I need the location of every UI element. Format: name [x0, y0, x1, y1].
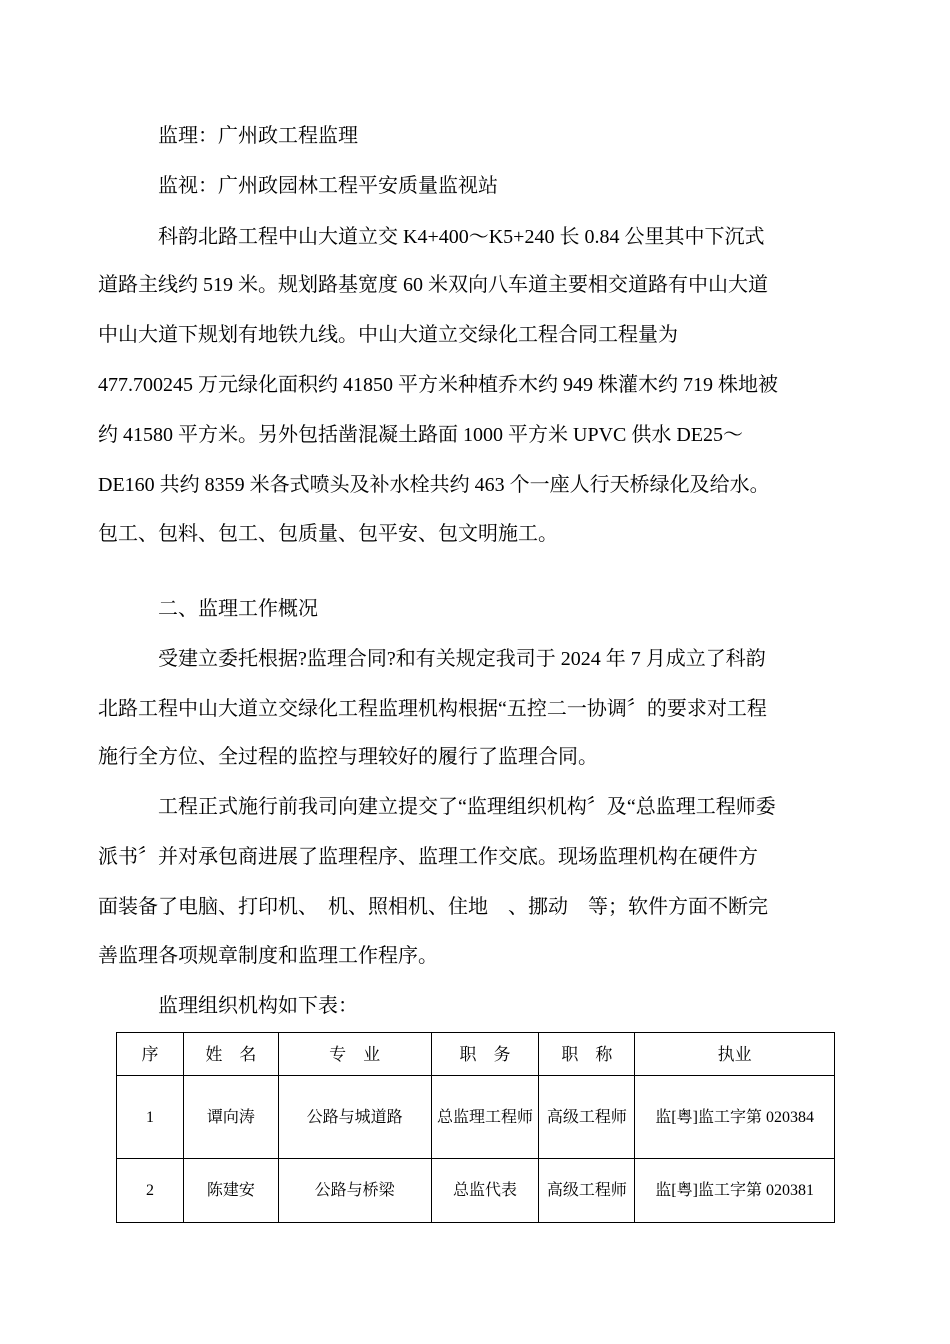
paragraph-line: 善监理各项规章制度和监理工作程序。 — [98, 945, 438, 967]
table-cell: 总监理工程师 — [431, 1076, 539, 1159]
table-cell: 公路与桥梁 — [278, 1159, 431, 1223]
table-cell: 高级工程师 — [539, 1076, 635, 1159]
paragraph-line: 面装备了电脑、打印机、 机、照相机、住地 、挪动 等；软件方面不断完 — [98, 896, 768, 918]
table-row — [117, 1076, 835, 1159]
table-cell: 高级工程师 — [539, 1159, 635, 1223]
table-caption: 监理组织机构如下表： — [158, 995, 358, 1017]
paragraph-line: 道路主线约 519 米。规划路基宽度 60 米双向八车道主要相交道路有中山大道 — [98, 274, 768, 296]
paragraph-line: 受建立委托根据?监理合同?和有关规定我司于 2024 年 7 月成立了科韵 — [158, 648, 766, 670]
header-cell: 专 业 — [278, 1033, 431, 1076]
table-cell: 总监代表 — [431, 1159, 539, 1223]
supervisor-line: 监理：广州政工程监理 — [158, 125, 358, 147]
organization-table — [116, 1032, 835, 1223]
table-header-row — [117, 1033, 835, 1076]
table-cell: 公路与城道路 — [278, 1076, 431, 1159]
paragraph-line: 约 41580 平方米。另外包括凿混凝土路面 1000 平方米 UPVC 供水 DE25～ — [98, 424, 744, 446]
section-heading: 二、监理工作概况 — [158, 598, 318, 620]
paragraph-line: 工程正式施行前我司向建立提交了“监理组织机构〞及“总监理工程师委 — [158, 796, 776, 818]
paragraph-line: 科韵北路工程中山大道立交 K4+400～K5+240 长 0.84 公里其中下沉式 — [158, 226, 765, 248]
paragraph-line: DE160 共约 8359 米各式喷头及补水栓共约 463 个一座人行天桥绿化及给水。 — [98, 474, 770, 496]
paragraph-line: 477.700245 万元绿化面积约 41850 平方米种植乔木约 949 株灌木约 719 株地被 — [98, 374, 778, 396]
paragraph-line: 中山大道下规划有地铁九线。中山大道立交绿化工程合同工程量为 — [98, 324, 678, 346]
table-cell: 监[粤]监工字第 020381 — [635, 1159, 835, 1223]
monitor-line: 监视：广州政园林工程平安质量监视站 — [158, 175, 498, 197]
paragraph-line: 北路工程中山大道立交绿化工程监理机构根据“五控二一协调〞的要求对工程 — [98, 698, 767, 720]
paragraph-line: 包工、包料、包工、包质量、包平安、包文明施工。 — [98, 523, 558, 545]
header-cell: 序 — [117, 1033, 184, 1076]
paragraph-line: 派书〞并对承包商进展了监理程序、监理工作交底。现场监理机构在硬件方 — [98, 846, 758, 868]
table-cell: 2 — [117, 1159, 184, 1223]
table-cell: 谭向涛 — [183, 1076, 278, 1159]
paragraph-line: 施行全方位、全过程的监控与理较好的履行了监理合同。 — [98, 746, 598, 768]
table-row — [117, 1159, 835, 1223]
table-cell: 1 — [117, 1076, 184, 1159]
table-cell: 陈建安 — [183, 1159, 278, 1223]
header-cell: 姓 名 — [183, 1033, 278, 1076]
table-cell: 监[粤]监工字第 020384 — [635, 1076, 835, 1159]
header-cell: 职 称 — [539, 1033, 635, 1076]
header-cell: 执业 — [635, 1033, 835, 1076]
header-cell: 职 务 — [431, 1033, 539, 1076]
